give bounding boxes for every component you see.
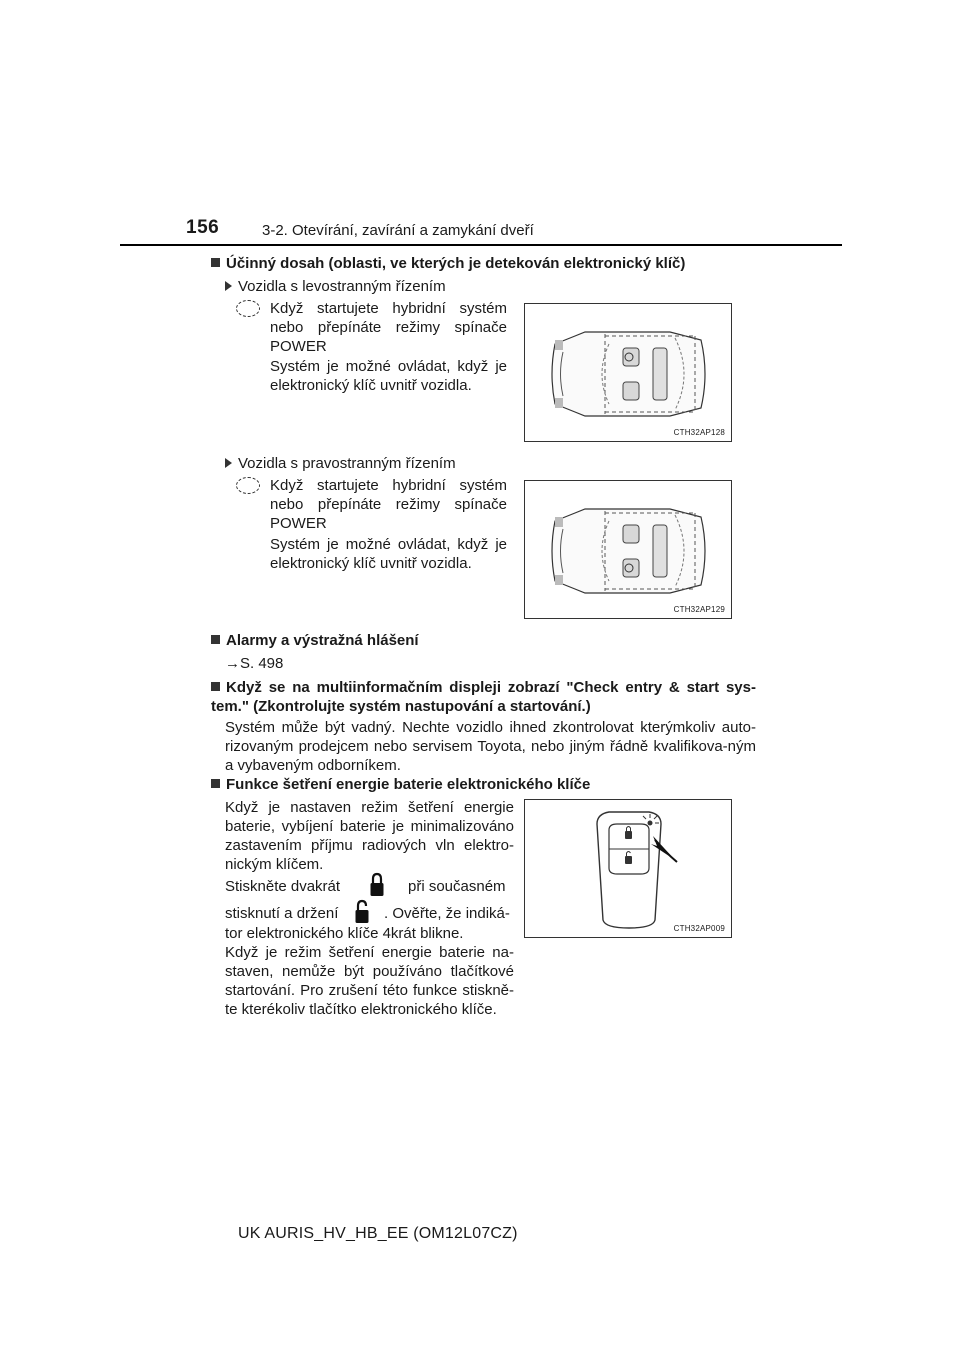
lhd-description-2: Systém je možné ovládat, když je elektronický klíč uvnitř vozidla. [270, 358, 507, 394]
dashed-range-icon [236, 477, 260, 494]
check-entry-text: Systém může být vadný. Nechte vozidlo ihned zkontrolovat kterýmkoliv auto-rizovaným prodejcem nebo servisem Toyota, nebo jiným řádně kvalifikova-ným a vybaveným odborníkem. [225, 719, 756, 774]
battery-saving-text-3: Když je režim šetření energie baterie na-staven, nemůže být používáno tlačítkové startování. Pro zrušení této funkce stiskně-te kterékoliv tlačítko elektronického klíče. [225, 944, 514, 1018]
figure-code-rhd: CTH32AP129 [673, 605, 725, 614]
figure-code-lhd: CTH32AP128 [673, 428, 725, 437]
square-bullet-icon [211, 635, 220, 644]
battery-saving-text-2a: Stiskněte dvakrát [225, 878, 341, 895]
battery-saving-text-2c: stisknutí a držení [225, 905, 339, 922]
battery-saving-text-1: Když je nastaven režim šetření energie baterie, vybíjení baterie je minimalizováno zastavením příjmu radiových vln elektro-nickým klíčem. [225, 799, 514, 873]
footer-model-code: UK AURIS_HV_HB_EE (OM12L07CZ) [238, 1225, 518, 1242]
electronic-key-illustration [525, 800, 731, 937]
car-top-view-rhd-illustration [525, 481, 731, 618]
subheading-rhd: Vozidla s pravostranným řízením [225, 455, 456, 472]
page-reference: →S. 498 [225, 655, 284, 672]
subheading-lhd: Vozidla s levostranným řízením [225, 278, 446, 295]
unlock-icon [354, 899, 370, 925]
rhd-description-2: Systém je možné ovládat, když je elektronický klíč uvnitř vozidla. [270, 536, 507, 572]
rhd-description-1: Když startujete hybridní systém nebo přepínáte režimy spínače POWER [270, 477, 507, 532]
heading-effective-range: Účinný dosah (oblasti, ve kterých je detekován elektronický klíč) [211, 254, 771, 273]
heading-alarms: Alarmy a výstražná hlášení [211, 631, 771, 650]
car-top-view-lhd-illustration [525, 304, 731, 441]
figure-rhd-car-range [524, 480, 732, 619]
section-title: 3-2. Otevírání, zavírání a zamykání dveří [262, 222, 534, 239]
lock-icon [369, 872, 385, 898]
square-bullet-icon [211, 682, 220, 691]
page-number: 156 [186, 217, 220, 238]
battery-saving-text-2b: při současném [408, 878, 506, 895]
lhd-description-1: Když startujete hybridní systém nebo přepínáte režimy spínače POWER [270, 300, 507, 355]
square-bullet-icon [211, 258, 220, 267]
battery-saving-text-2d: . Ověřte, že indiká- [384, 905, 510, 922]
figure-electronic-key [524, 799, 732, 938]
figure-code-key: CTH32AP009 [673, 924, 725, 933]
heading-battery-saving: Funkce šetření energie baterie elektronického klíče [211, 775, 771, 794]
heading-check-entry: Když se na multiinformačním displeji zobrazí "Check entry & start sys-tem." (Zkontrolujte systém nastupování a startování.) [211, 679, 756, 715]
square-bullet-icon [211, 779, 220, 788]
figure-lhd-car-range [524, 303, 732, 442]
header-rule [120, 244, 842, 246]
battery-saving-text-2e: tor elektronického klíče 4krát blikne. [225, 925, 464, 942]
triangle-bullet-icon [225, 458, 232, 468]
triangle-bullet-icon [225, 281, 232, 291]
dashed-range-icon [236, 300, 260, 317]
